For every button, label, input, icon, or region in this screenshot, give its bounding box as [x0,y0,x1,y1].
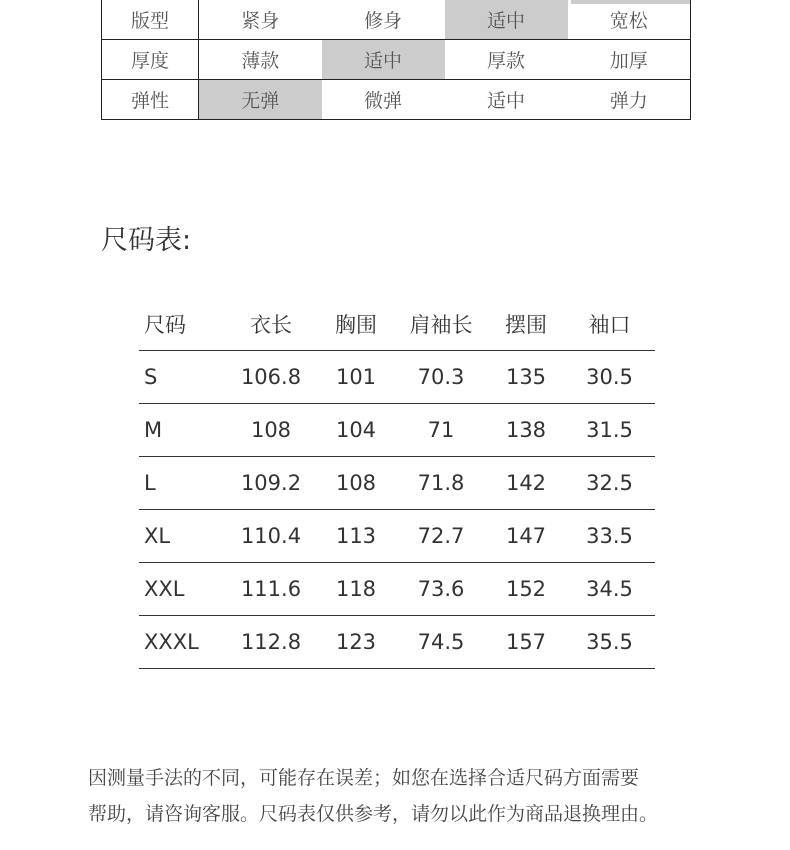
size-table [139,298,655,669]
size-chart-title: 尺码表: [101,225,192,256]
attribute-label: 厚度 [102,40,199,80]
size-row [139,404,655,457]
attribute-option: 加厚 [568,40,691,80]
attribute-option-selected: 适中 [445,0,568,40]
size-row [139,616,655,669]
size-table-header [139,298,655,351]
size-value: 33.5 [564,510,655,563]
size-row [139,510,655,563]
attribute-option: 宽松 [568,0,691,40]
size-row [139,457,655,510]
attribute-option: 厚款 [445,40,568,80]
size-value: 152 [488,563,564,616]
size-value: 73.6 [394,563,488,616]
attribute-option-selected: 适中 [322,40,445,80]
size-value: 138 [488,404,564,457]
size-value: 104 [318,404,394,457]
size-value: 111.6 [224,563,318,616]
attribute-option: 薄款 [199,40,322,80]
size-value: 108 [224,404,318,457]
attribute-option-selected: 无弹 [199,80,322,120]
size-value: 157 [488,616,564,669]
size-value: 71 [394,404,488,457]
size-value: 32.5 [564,457,655,510]
size-column-header: 肩袖长 [394,298,488,351]
size-value: 70.3 [394,351,488,404]
size-value: 72.7 [394,510,488,563]
size-label: XXXL [139,616,224,669]
size-column-header: 袖口 [564,298,655,351]
size-column-header: 胸围 [318,298,394,351]
size-row [139,563,655,616]
size-value: 147 [488,510,564,563]
size-column-header: 摆围 [488,298,564,351]
attribute-option: 修身 [322,0,445,40]
size-row [139,351,655,404]
attribute-option: 弹力 [568,80,691,120]
size-value: 110.4 [224,510,318,563]
size-value: 101 [318,351,394,404]
attribute-label: 版型 [102,0,199,40]
size-value: 74.5 [394,616,488,669]
attribute-row [102,40,691,80]
size-value: 142 [488,457,564,510]
attribute-label: 弹性 [102,80,199,120]
attribute-option: 紧身 [199,0,322,40]
size-value: 113 [318,510,394,563]
measurement-note [88,760,728,832]
attribute-row [102,80,691,120]
size-column-header: 尺码 [139,298,224,351]
attribute-option: 微弹 [322,80,445,120]
size-label: XL [139,510,224,563]
size-value: 35.5 [564,616,655,669]
size-label: XXL [139,563,224,616]
size-value: 106.8 [224,351,318,404]
size-value: 34.5 [564,563,655,616]
size-value: 71.8 [394,457,488,510]
size-value: 109.2 [224,457,318,510]
attribute-row [102,0,691,40]
size-label: M [139,404,224,457]
size-value: 118 [318,563,394,616]
size-value: 31.5 [564,404,655,457]
size-value: 30.5 [564,351,655,404]
size-value: 123 [318,616,394,669]
note-line-2: 帮助，请咨询客服。尺码表仅供参考，请勿以此作为商品退换理由。 [88,803,659,825]
size-label: S [139,351,224,404]
size-value: 112.8 [224,616,318,669]
size-column-header: 衣长 [224,298,318,351]
size-label: L [139,457,224,510]
size-value: 135 [488,351,564,404]
attribute-table [101,0,691,120]
attribute-option: 适中 [445,80,568,120]
size-value: 108 [318,457,394,510]
note-line-1: 因测量手法的不同，可能存在误差；如您在选择合适尺码方面需要 [88,767,640,789]
